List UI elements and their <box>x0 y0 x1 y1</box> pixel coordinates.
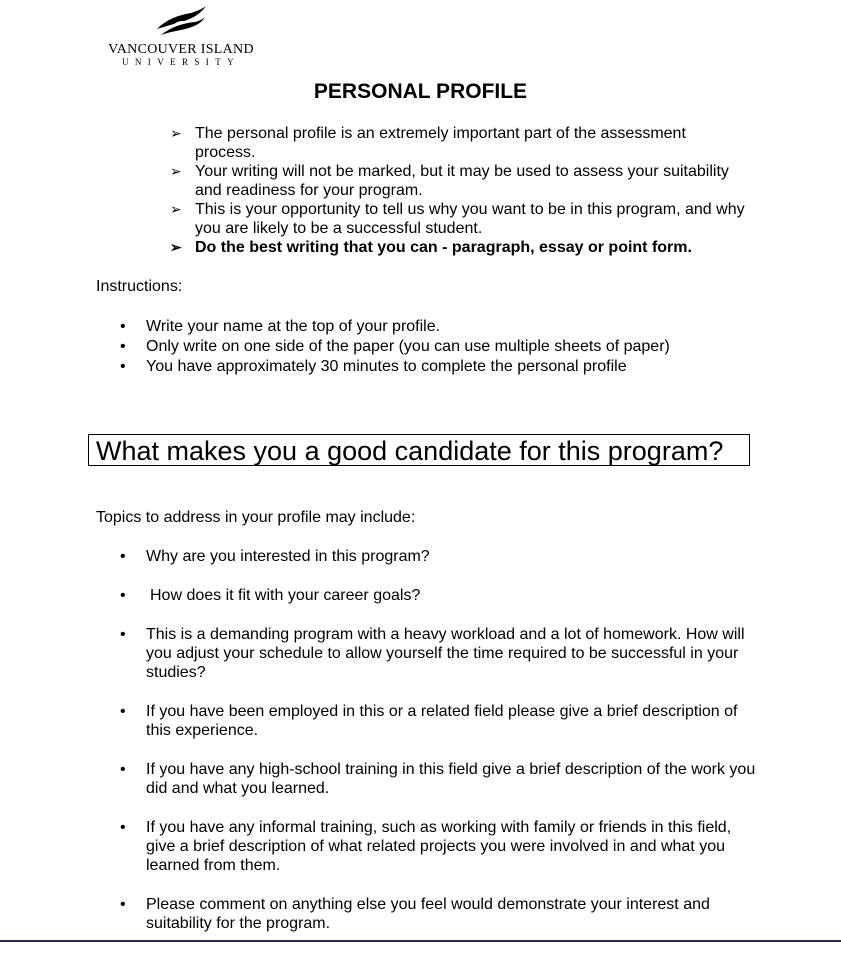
instruction-item: • Write your name at the top of your profile. <box>120 318 441 335</box>
bullet-icon: • <box>120 587 126 604</box>
intro-item: ➢ This is your opportunity to tell us why you want to be in this program, and why you are likely to be a successful student. <box>170 201 745 237</box>
topic-item: • If you have any high-school training in this field give a brief description of the work you did and what you learned. <box>120 761 756 797</box>
instruction-item: • Only write on one side of the paper (you can use multiple sheets of paper) <box>120 338 670 355</box>
page-title: PERSONAL PROFILE <box>313 80 528 103</box>
arrow-bullet-icon: ➢ <box>170 125 182 141</box>
topics-label: Topics to address in your profile may include: <box>96 509 416 526</box>
bullet-icon: • <box>120 703 126 720</box>
bullet-icon: • <box>120 318 126 335</box>
bullet-icon: • <box>120 548 126 565</box>
instruction-item: • You have approximately 30 minutes to complete the personal profile <box>120 358 627 375</box>
topic-item: • If you have been employed in this or a related field please give a brief description of this experience. <box>120 703 738 739</box>
topic-item: • Why are you interested in this program? <box>120 548 430 565</box>
arrow-bullet-icon: ➢ <box>170 239 182 255</box>
bullet-icon: • <box>120 761 126 778</box>
bullet-icon: • <box>120 626 126 643</box>
topics-list <box>120 547 760 953</box>
instructions-list <box>120 317 760 377</box>
bullet-icon: • <box>120 338 126 355</box>
topic-item: • This is a demanding program with a heavy workload and a lot of homework. How will you adjust your schedule to allow yourself the time required to be successful in your studies? <box>120 626 745 681</box>
intro-item-emphasis: ➢ Do the best writing that you can - paragraph, essay or point form. <box>170 239 692 256</box>
question-heading: What makes you a good candidate for this program? <box>88 434 750 466</box>
intro-item: ➢ Your writing will not be marked, but it may be used to assess your suitability and readiness for your program. <box>170 163 729 199</box>
intro-item: ➢ The personal profile is an extremely important part of the assessment process. <box>170 125 686 161</box>
university-logo <box>100 5 262 67</box>
bullet-icon: • <box>120 358 126 375</box>
bullet-icon: • <box>120 896 126 913</box>
topic-item: • Please comment on anything else you feel would demonstrate your interest and suitability for the program. <box>120 896 710 932</box>
topic-item: • If you have any informal training, such as working with family or friends in this field, give a brief description of what related projects you were involved in and what you learned from them. <box>120 819 732 874</box>
arrow-bullet-icon: ➢ <box>170 163 182 179</box>
arrow-bullet-icon: ➢ <box>170 201 182 217</box>
instructions-label: Instructions: <box>96 278 183 295</box>
eagle-icon <box>155 5 207 37</box>
bullet-icon: • <box>120 819 126 836</box>
intro-list <box>170 124 750 257</box>
topic-item: • How does it fit with your career goals? <box>120 587 421 604</box>
logo-name: VANCOUVER ISLAND <box>108 42 254 57</box>
logo-subtitle: UNIVERSITY <box>122 57 240 67</box>
